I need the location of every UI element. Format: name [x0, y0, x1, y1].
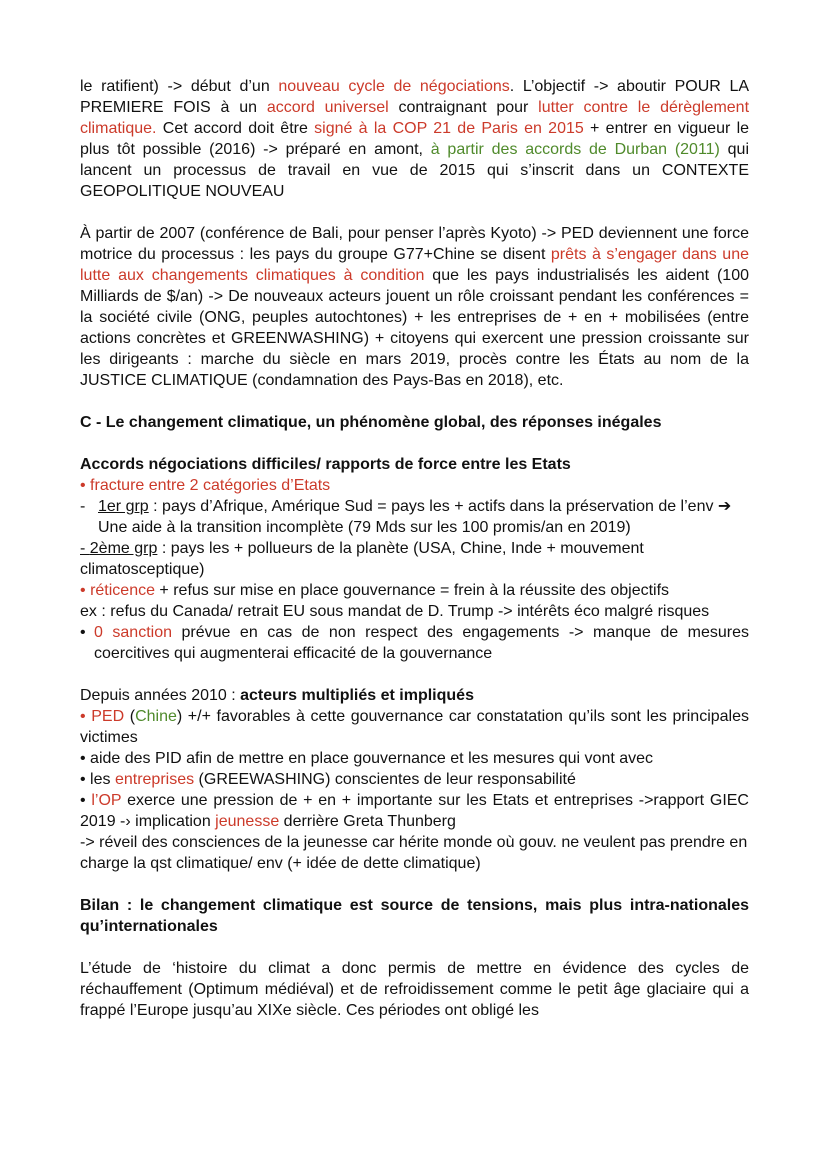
section-heading-c: C - Le changement climatique, un phénomène global, des réponses inégales	[80, 414, 662, 431]
list-item-grp1: - 1er grp : pays d’Afrique, Amérique Sud = pays les + actifs dans la préservation de l’env ➔ Une aide à la transition incomplète (79 Mds sur les 100 promis/an en 2019)	[80, 498, 732, 536]
bullet-aide: • aide des PID afin de mettre en place gouvernance et les mesures qui vont avec	[80, 750, 654, 767]
highlight-green: à partir des accords de Durban (2011)	[430, 141, 720, 158]
list-item-grp2: - 2ème grp : pays les + pollueurs de la planète (USA, Chine, Inde + mouvement climatosceptique)	[80, 540, 644, 578]
bilan-heading: Bilan : le changement climatique est source de tensions, mais plus intra-nationales qu’internationales	[80, 897, 749, 935]
arrow-icon: ➔	[717, 498, 732, 515]
document-page	[80, 76, 749, 1021]
paragraph-bali: À partir de 2007 (conférence de Bali, pour penser l’après Kyoto) -> PED deviennent une force motrice du processus : les pays du groupe G77+Chine se disent prêts à s’engager dans une lutte aux changements climatiques à condition que les pays industrialisés les aident (100 Milliards de $/an) -> De nouveaux acteurs jouent un rôle croissant pendant les conférences = la société civile (ONG, peuples autochtones) + les entreprises de + en + mobilisées (entre actions concrètes et GREENWASHING) + citoyens qui exercent une pression croissante sur les dirigeants : marche du siècle en mars 2019, procès contre les États au nom de la JUSTICE CLIMATIQUE (condamnation des Pays-Bas en 2018), etc.	[80, 225, 749, 389]
subsection-title: Accords négociations difficiles/ rapports de force entre les Etats	[80, 456, 571, 473]
bullet-op: • l’OP exerce une pression de + en + importante sur les Etats et entreprises ->rapport GIEC 2019 -› implication jeunesse derrière Greta Thunberg	[80, 792, 749, 830]
reveil-line: -> réveil des consciences de la jeunesse car hérite monde où gouv. ne veulent pas prendre en charge la qst climatique/ env (+ idée de dette climatique)	[80, 834, 748, 872]
paragraph-cop21: le ratifient) -> début d’un nouveau cycle de négociations. L’objectif -> aboutir POUR LA PREMIERE FOIS à un accord universel contraignant pour lutter contre le dérèglement climatique. Cet accord doit être signé à la COP 21 de Paris en 2015 + entrer en vigueur le plus tôt possible (2016) -> préparé en amont, à partir des accords de Durban (2011) qui lancent un processus de travail en vue de 2015 qui s’inscrit dans un CONTEXTE GEOPOLITIQUE NOUVEAU	[80, 78, 750, 200]
example-line: ex : refus du Canada/ retrait EU sous mandat de D. Trump -> intérêts éco malgré risques	[80, 603, 710, 620]
highlight-red: signé à la COP 21 de Paris en 2015	[314, 120, 584, 137]
highlight-red: nouveau cycle de négociations	[278, 78, 510, 95]
highlight-red: accord universel	[266, 99, 389, 116]
final-paragraph: L’étude de ‘histoire du climat a donc permis de mettre en évidence des cycles de réchauffement (Optimum médiéval) et de refroidissement comme le petit âge glaciaire qui a frappé l’Europe jusqu’au XIXe siècle. Ces périodes ont obligé les	[80, 960, 749, 1019]
bullet-entreprises: • les entreprises (GREEWASHING) conscientes de leur responsabilité	[80, 771, 576, 788]
actors-intro: Depuis années 2010 : acteurs multipliés et impliqués	[80, 687, 474, 704]
highlight-red: prêts à s’engager dans une lutte aux changements climatiques à condition	[80, 246, 749, 284]
bullet-reticence: • réticence + refus sur mise en place gouvernance = frein à la réussite des objectifs	[80, 582, 670, 599]
bullet-sanction: • 0 sanction prévue en cas de non respect des engagements -> manque de mesures coercitives qui augmenterai efficacité de la gouvernance	[80, 624, 749, 662]
highlight-red: lutter contre le dérèglement climatique.	[80, 99, 750, 137]
bullet-ped: • PED (Chine) +/+ favorables à cette gouvernance car constatation qu’ils sont les principales victimes	[80, 708, 749, 746]
bullet-fracture: • fracture entre 2 catégories d’Etats	[80, 477, 331, 494]
